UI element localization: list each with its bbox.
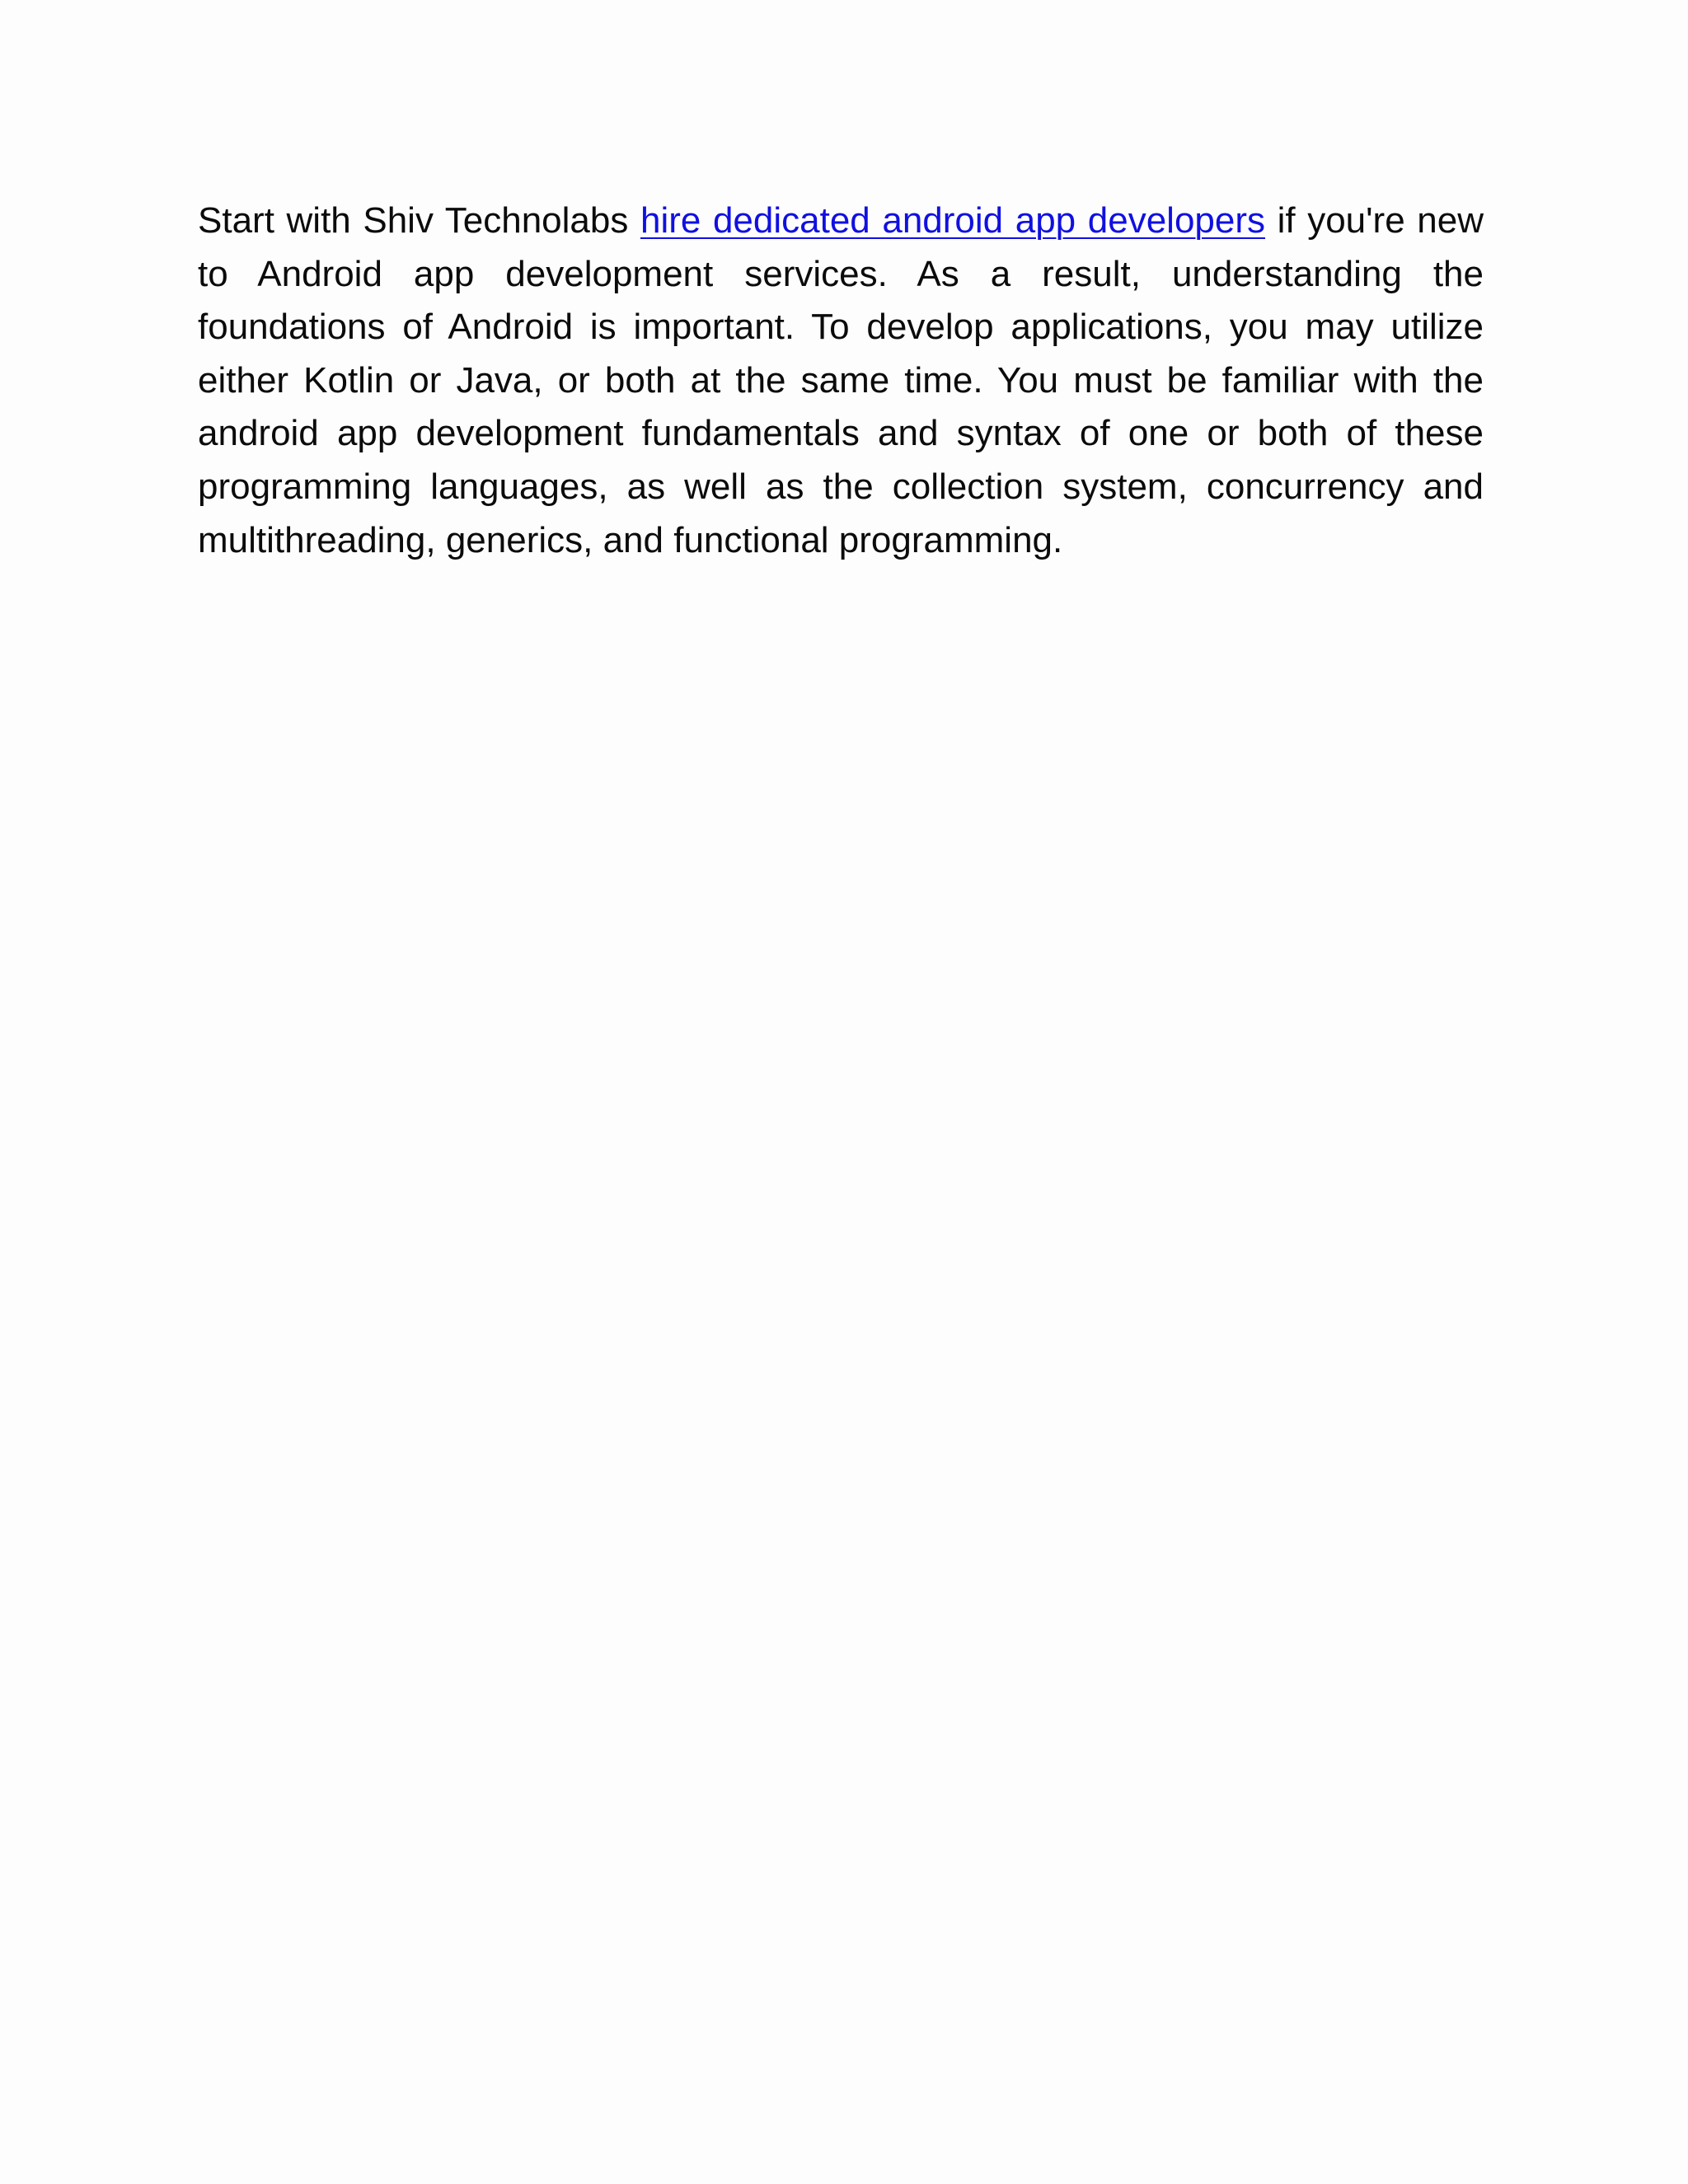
paragraph-text-start: Start with Shiv Technolabs <box>198 200 640 241</box>
paragraph-text-end: if you're new to Android app development services. As a result, understanding the foundations of Android is important. To develop applications, you may utilize either Kotlin or Java, or both at the same time. You must be familiar with the android app development fundamentals and syntax of one or both of these programming languages, as well as the collection system, concurrency and multithreading, generics, and functional programming. <box>198 200 1484 560</box>
body-paragraph <box>198 194 1484 567</box>
hire-android-developers-link[interactable]: hire dedicated android app developers <box>640 200 1266 241</box>
